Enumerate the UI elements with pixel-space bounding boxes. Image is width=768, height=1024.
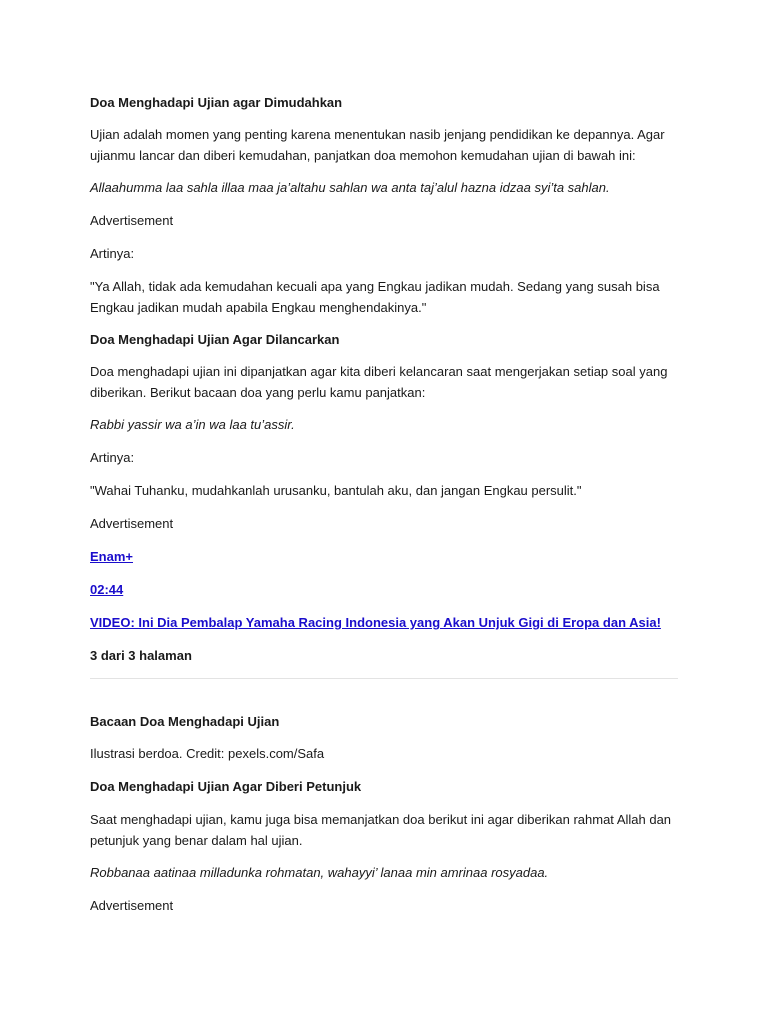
- prayer-text-dimudahkan: Allaahumma laa sahla illaa maa ja’altahu sahlan wa anta taj’alul hazna idzaa syi’ta sahlan.: [90, 180, 610, 195]
- section-heading-dimudahkan: Doa Menghadapi Ujian agar Dimudahkan: [90, 95, 343, 110]
- section-intro-petunjuk: Saat menghadapi ujian, kamu juga bisa memanjatkan doa berikut ini agar diberikan rahmat Allah dan petunjuk yang benar dalam hal ujian.: [90, 812, 672, 848]
- meaning-text-dilancarkan: "Wahai Tuhanku, mudahkanlah urusanku, bantulah aku, dan jangan Engkau persulit.": [90, 483, 582, 498]
- image-caption: Ilustrasi berdoa. Credit: pexels.com/Safa: [90, 746, 325, 761]
- advertisement-label: Advertisement: [90, 213, 174, 228]
- meaning-label: Artinya:: [90, 246, 135, 261]
- video-title-link[interactable]: VIDEO: Ini Dia Pembalap Yamaha Racing Indonesia yang Akan Unjuk Gigi di Eropa dan Asia!: [90, 615, 661, 630]
- section-heading-petunjuk: Doa Menghadapi Ujian Agar Diberi Petunjuk: [90, 779, 362, 794]
- advertisement-label: Advertisement: [90, 516, 174, 531]
- pagination-indicator: 3 dari 3 halaman: [90, 648, 192, 663]
- prayer-text-dilancarkan: Rabbi yassir wa a’in wa laa tu’assir.: [90, 417, 295, 432]
- meaning-label: Artinya:: [90, 450, 135, 465]
- section-divider: [90, 678, 678, 679]
- video-source-link[interactable]: Enam+: [90, 549, 133, 564]
- meaning-text-dimudahkan: "Ya Allah, tidak ada kemudahan kecuali apa yang Engkau jadikan mudah. Sedang yang susah bisa Engkau jadikan mudah apabila Engkau menghendakinya.": [90, 279, 660, 315]
- video-duration-link[interactable]: 02:44: [90, 582, 124, 597]
- section-heading-bacaan: Bacaan Doa Menghadapi Ujian: [90, 714, 280, 729]
- section-intro-dilancarkan: Doa menghadapi ujian ini dipanjatkan agar kita diberi kelancaran saat mengerjakan setiap soal yang diberikan. Berikut bacaan doa yang perlu kamu panjatkan:: [90, 364, 668, 400]
- section-heading-dilancarkan: Doa Menghadapi Ujian Agar Dilancarkan: [90, 332, 340, 347]
- section-intro-dimudahkan: Ujian adalah momen yang penting karena menentukan nasib jenjang pendidikan ke depannya. Agar ujianmu lancar dan diberi kemudahan, panjatkan doa memohon kemudahan ujian di bawah ini:: [90, 127, 665, 163]
- advertisement-label: Advertisement: [90, 898, 174, 913]
- prayer-text-petunjuk: Robbanaa aatinaa milladunka rohmatan, wahayyi’ lanaa min amrinaa rosyadaa.: [90, 865, 549, 880]
